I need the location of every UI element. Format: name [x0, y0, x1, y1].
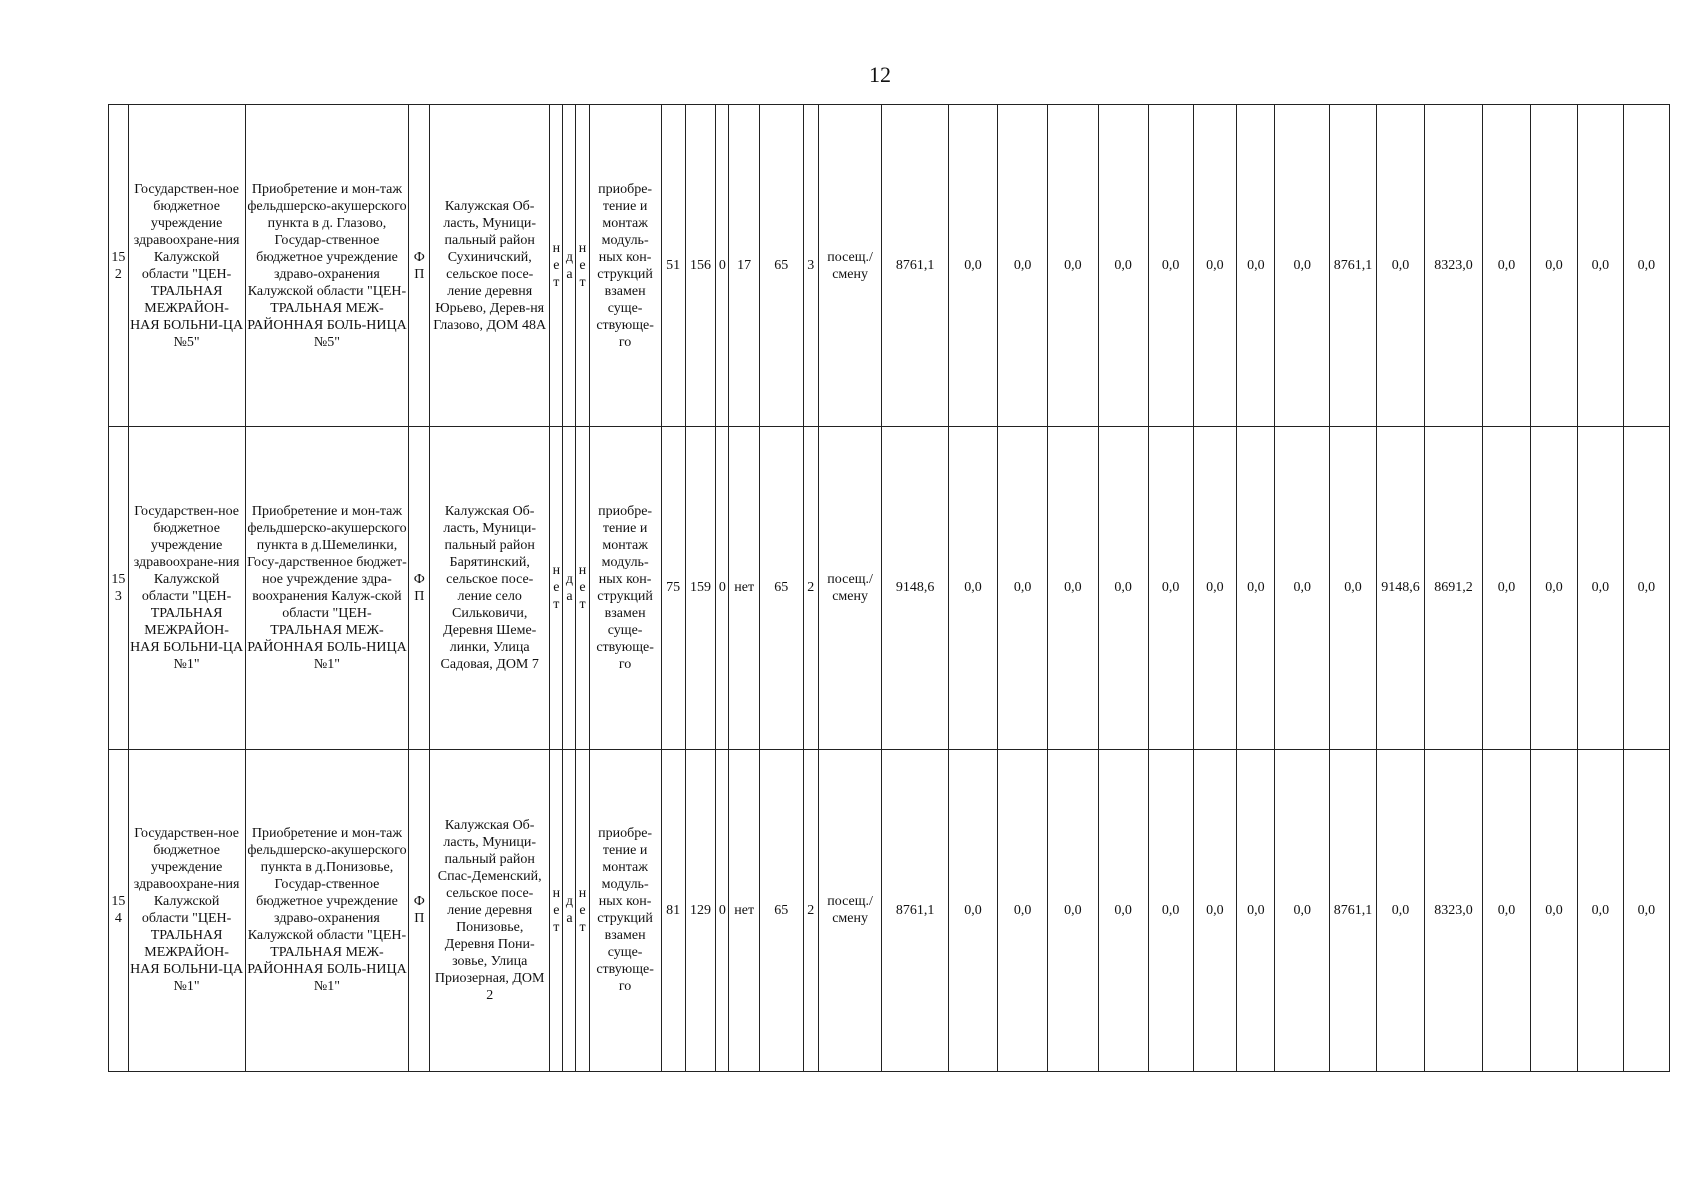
project-cell: Приобретение и мон-таж фельдшерско-акушерского пункта в д. Глазово, Государ-ственное бюджетное учреждение здраво-охранения Калужской области "ЦЕН-ТРАЛЬНАЯ МЕЖ-РАЙОННАЯ БОЛЬ-НИЦА №5"	[245, 105, 409, 427]
value-cell: 0,0	[1237, 105, 1275, 427]
registry-table	[108, 104, 1670, 1072]
value-cell: 8761,1	[1330, 105, 1377, 427]
value-cell: 0,0	[1377, 105, 1425, 427]
project-cell: Приобретение и мон-таж фельдшерско-акушерского пункта в д.Шемелинки, Госу-дарственное бюджет-ное учреждение здра-воохранения Калуж-ской области "ЦЕН-ТРАЛЬНАЯ МЕЖ-РАЙОННАЯ БОЛЬ-НИЦА №1"	[245, 427, 409, 749]
count-cell-1: 81	[661, 749, 685, 1071]
table-row	[109, 427, 1670, 749]
value-cell: 0,0	[948, 749, 997, 1071]
value-cell: 0,0	[1193, 105, 1237, 427]
table-row	[109, 749, 1670, 1071]
flag-cell-1: н е т	[550, 105, 563, 427]
page-number: 12	[869, 62, 891, 87]
row-number: 153	[109, 427, 129, 749]
unit-cell: посещ./ смену	[818, 749, 881, 1071]
value-cell: 8761,1	[1330, 749, 1377, 1071]
value-cell: 0,0	[1577, 749, 1623, 1071]
value-cell: 0,0	[1148, 749, 1193, 1071]
value-cell: 0,0	[1623, 749, 1669, 1071]
work-type-cell: приобре-тение и монтаж модуль-ных кон-струкций взамен суще-ствующе-го	[589, 105, 661, 427]
count-cell-6: 2	[803, 749, 818, 1071]
type-cell: Ф П	[409, 749, 430, 1071]
value-cell: 0,0	[1275, 749, 1330, 1071]
count-cell-5: 65	[759, 749, 803, 1071]
value-cell: 8323,0	[1425, 749, 1483, 1071]
value-cell: 0,0	[1237, 427, 1275, 749]
value-cell: 0,0	[1531, 105, 1578, 427]
count-cell-3: 0	[716, 105, 729, 427]
row-number: 152	[109, 105, 129, 427]
value-cell: 0,0	[1482, 749, 1530, 1071]
value-cell: 0,0	[1048, 105, 1098, 427]
table-row	[109, 105, 1670, 427]
type-cell: Ф П	[409, 105, 430, 427]
flag-cell-2: д а	[563, 427, 576, 749]
count-cell-5: 65	[759, 105, 803, 427]
total-cell: 9148,6	[882, 427, 949, 749]
unit-cell: посещ./ смену	[818, 105, 881, 427]
count-cell-3: 0	[716, 427, 729, 749]
value-cell: 0,0	[1275, 427, 1330, 749]
flag-cell-3: н е т	[576, 105, 589, 427]
address-cell: Калужская Об-ласть, Муници-пальный район Спас-Деменский, сельское посе-ление деревня Понизовье, Деревня Пони-зовье, Улица Приозерная, ДОМ 2	[430, 749, 550, 1071]
value-cell: 0,0	[1193, 749, 1237, 1071]
organization-cell: Государствен-ное бюджетное учреждение здравоохране-ния Калужской области "ЦЕН-ТРАЛЬНАЯ МЕЖРАЙОН-НАЯ БОЛЬНИ-ЦА №1"	[128, 749, 245, 1071]
value-cell: 0,0	[948, 105, 997, 427]
work-type-cell: приобре-тение и монтаж модуль-ных кон-струкций взамен суще-ствующе-го	[589, 749, 661, 1071]
value-cell: 0,0	[1623, 427, 1669, 749]
value-cell: 0,0	[998, 105, 1048, 427]
count-cell-4: 17	[729, 105, 760, 427]
value-cell: 0,0	[1048, 427, 1098, 749]
organization-cell: Государствен-ное бюджетное учреждение здравоохране-ния Калужской области "ЦЕН-ТРАЛЬНАЯ МЕЖРАЙОН-НАЯ БОЛЬНИ-ЦА №1"	[128, 427, 245, 749]
count-cell-1: 75	[661, 427, 685, 749]
type-cell: Ф П	[409, 427, 430, 749]
value-cell: 0,0	[1237, 749, 1275, 1071]
address-cell: Калужская Об-ласть, Муници-пальный район Барятинский, сельское посе-ление село Сильковичи, Деревня Шеме-линки, Улица Садовая, ДОМ 7	[430, 427, 550, 749]
value-cell: 0,0	[1193, 427, 1237, 749]
flag-cell-2: д а	[563, 749, 576, 1071]
value-cell: 0,0	[1577, 427, 1623, 749]
work-type-cell: приобре-тение и монтаж модуль-ных кон-струкций взамен суще-ствующе-го	[589, 427, 661, 749]
total-cell: 8761,1	[882, 749, 949, 1071]
value-cell: 0,0	[1148, 427, 1193, 749]
count-cell-4: нет	[729, 427, 760, 749]
count-cell-6: 3	[803, 105, 818, 427]
value-cell: 0,0	[998, 749, 1048, 1071]
value-cell: 0,0	[1148, 105, 1193, 427]
value-cell: 0,0	[1098, 749, 1148, 1071]
value-cell: 0,0	[1531, 749, 1578, 1071]
count-cell-1: 51	[661, 105, 685, 427]
count-cell-5: 65	[759, 427, 803, 749]
unit-cell: посещ./ смену	[818, 427, 881, 749]
flag-cell-1: н е т	[550, 427, 563, 749]
organization-cell: Государствен-ное бюджетное учреждение здравоохране-ния Калужской области "ЦЕН-ТРАЛЬНАЯ МЕЖРАЙОН-НАЯ БОЛЬНИ-ЦА №5"	[128, 105, 245, 427]
value-cell: 0,0	[998, 427, 1048, 749]
count-cell-2: 156	[685, 105, 716, 427]
flag-cell-2: д а	[563, 105, 576, 427]
value-cell: 0,0	[1482, 427, 1530, 749]
count-cell-3: 0	[716, 749, 729, 1071]
value-cell: 0,0	[1048, 749, 1098, 1071]
value-cell: 0,0	[1531, 427, 1578, 749]
value-cell: 0,0	[1377, 749, 1425, 1071]
value-cell: 0,0	[948, 427, 997, 749]
flag-cell-1: н е т	[550, 749, 563, 1071]
count-cell-2: 129	[685, 749, 716, 1071]
value-cell: 0,0	[1330, 427, 1377, 749]
count-cell-2: 159	[685, 427, 716, 749]
value-cell: 9148,6	[1377, 427, 1425, 749]
value-cell: 0,0	[1577, 105, 1623, 427]
project-cell: Приобретение и мон-таж фельдшерско-акушерского пункта в д.Понизовье, Государ-ственное бюджетное учреждение здраво-охранения Калужской области "ЦЕН-ТРАЛЬНАЯ МЕЖ-РАЙОННАЯ БОЛЬ-НИЦА №1"	[245, 749, 409, 1071]
value-cell: 0,0	[1098, 105, 1148, 427]
value-cell: 0,0	[1275, 105, 1330, 427]
row-number: 154	[109, 749, 129, 1071]
count-cell-6: 2	[803, 427, 818, 749]
count-cell-4: нет	[729, 749, 760, 1071]
flag-cell-3: н е т	[576, 427, 589, 749]
value-cell: 0,0	[1623, 105, 1669, 427]
flag-cell-3: н е т	[576, 749, 589, 1071]
address-cell: Калужская Об-ласть, Муници-пальный район Сухиничский, сельское посе-ление деревня Юрьево, Дерев-ня Глазово, ДОМ 48А	[430, 105, 550, 427]
value-cell: 8323,0	[1425, 105, 1483, 427]
value-cell: 0,0	[1098, 427, 1148, 749]
value-cell: 8691,2	[1425, 427, 1483, 749]
value-cell: 0,0	[1482, 105, 1530, 427]
total-cell: 8761,1	[882, 105, 949, 427]
